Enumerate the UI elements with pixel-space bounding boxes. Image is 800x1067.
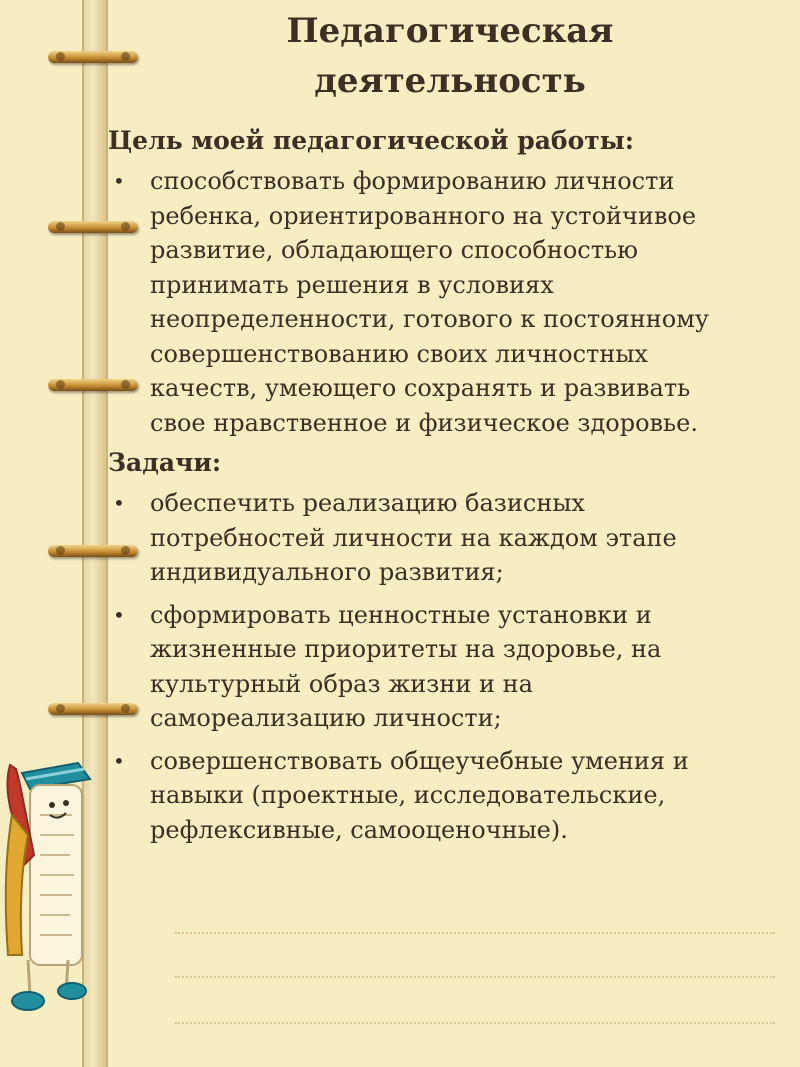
text-line: культурный образ жизни и на — [150, 669, 533, 698]
binder-ring-icon — [48, 48, 138, 66]
text-line: обеспечить реализацию базисных — [150, 489, 585, 517]
text-line: сформировать ценностные установки и — [150, 600, 652, 629]
goal-heading: Цель моей педагогической работы: — [108, 126, 635, 155]
main-content — [108, 126, 788, 855]
bullet-icon: • — [113, 602, 125, 627]
task-item — [108, 744, 788, 848]
tasks-list — [108, 486, 788, 847]
task-item — [108, 598, 788, 736]
tasks-heading: Задачи: — [108, 448, 222, 477]
text-line: жизненные приоритеты на здоровье, на — [150, 635, 662, 663]
page-title-line: деятельность — [314, 61, 586, 101]
ruled-line — [175, 932, 775, 934]
text-line: неопределенности, готового к постоянному — [150, 305, 710, 333]
ruled-line — [175, 1022, 775, 1024]
text-line: рефлексивные, самооценочные). — [150, 815, 568, 844]
text-line: ребенка, ориентированного на устойчивое — [150, 201, 697, 230]
scroll-mascot-illustration — [0, 755, 110, 1015]
ruled-line — [175, 976, 775, 978]
text-line: способствовать формированию личности — [150, 167, 675, 195]
text-line: самореализацию личности; — [150, 704, 502, 732]
text-line: навыки (проектные, исследовательские, — [150, 781, 666, 809]
text-line: индивидуального развития; — [150, 558, 504, 586]
text-line: совершенствовать общеучебные умения и — [150, 746, 689, 775]
goal-item — [108, 164, 788, 440]
text-line: принимать решения в условиях — [150, 270, 554, 299]
task-item — [108, 486, 788, 590]
page-title — [200, 6, 700, 106]
bullet-icon: • — [113, 169, 125, 193]
text-line: совершенствованию своих личностных — [150, 339, 648, 368]
page-title-line: Педагогическая — [286, 11, 614, 51]
text-line: развитие, обладающего способностью — [150, 236, 638, 264]
text-line: свое нравственное и физическое здоровье. — [150, 408, 698, 437]
bullet-icon: • — [113, 748, 125, 773]
text-line: потребностей личности на каждом этапе — [150, 523, 677, 552]
text-line: качеств, умеющего сохранять и развивать — [150, 374, 691, 402]
bullet-icon: • — [113, 491, 125, 515]
goal-list — [108, 164, 788, 440]
